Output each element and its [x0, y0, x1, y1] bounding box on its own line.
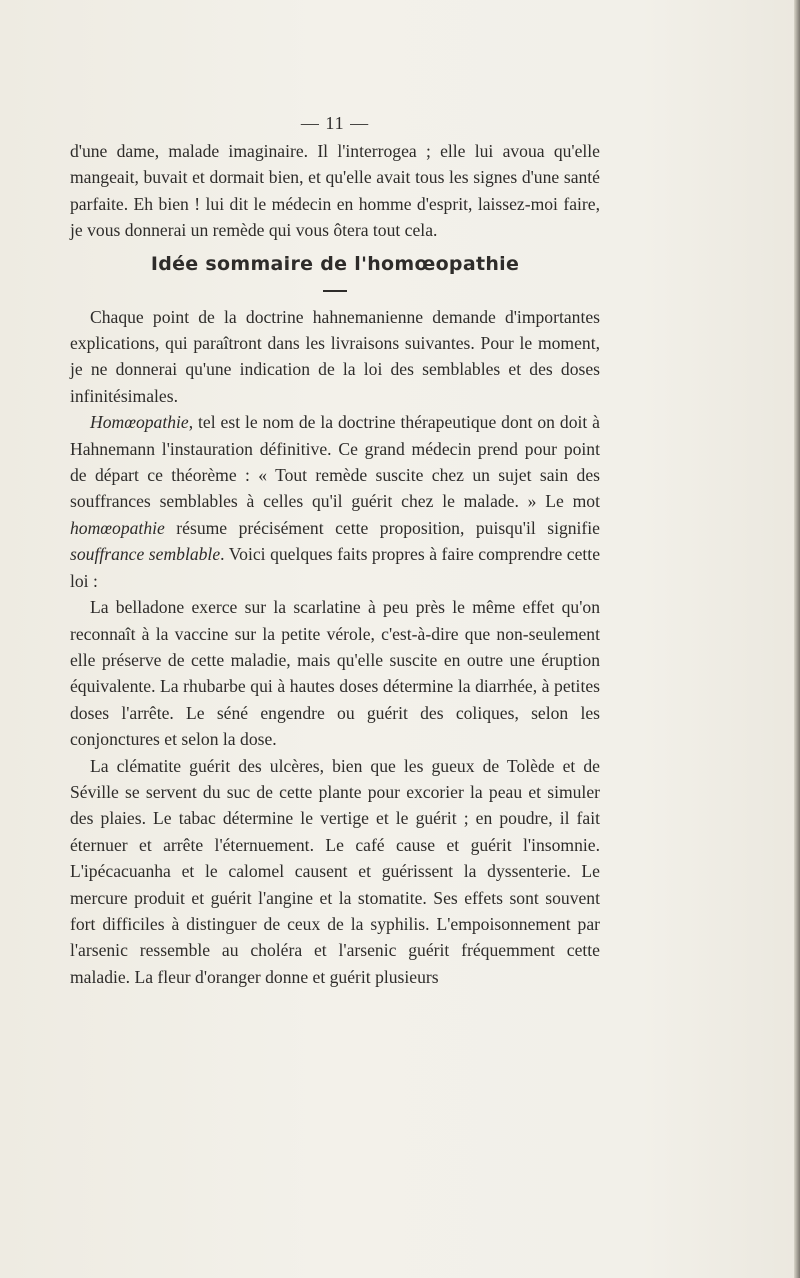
definition-text-c: . Voici quelques faits propres à faire comprendre cette loi : [70, 544, 601, 591]
definition-text-a: , tel est le nom de la doctrine thérapeutique dont on doit à Hahnemann l'instauration définitive. Ce grand médecin prend pour point de départ ce théorème : « Tout remède suscite chez un sujet sain des souffrances semblables à celles qu'il guérit chez le malade. » Le mot [70, 412, 600, 512]
page-number: — 11 — [300, 113, 370, 133]
page-edge-shadow [794, 0, 800, 1278]
term-homoeopathie-2: homœopathie [70, 517, 165, 538]
paragraph-doctrine: Chaque point de la doctrine hahnemanienne demande d'importantes explications, qui paraîtront dans les livraisons suivantes. Pour le moment, je ne donnerai qu'une indication de la loi des semblables et des doses infinitésimales. [70, 306, 600, 406]
intro-paragraph: d'une dame, malade imaginaire. Il l'interrogea ; elle lui avoua qu'elle mangeait, buvait et dormait bien, et qu'elle avait tous les signes d'une santé parfaite. Eh bien ! lui dit le médecin en homme d'esprit, laissez-moi faire, je vous donnerai un remède qui vous ôtera tout cela. [70, 141, 600, 241]
paragraph-belladone: La belladone exerce sur la scarlatine à peu près le même effet qu'on reconnaît à la vaccine sur la petite vérole, c'est-à-dire que non-seulement elle préserve de cette maladie, mais qu'elle suscite en outre une éruption équivalente. La rhubarbe qui à hautes doses détermine la diarrhée, à petites doses l'arrête. Le séné engendre ou guérit des coliques, selon les conjonctures et selon la dose. [70, 597, 600, 750]
definition-text-b: résume précisément cette proposition, puisqu'il signifie [164, 517, 600, 538]
paragraph-definition [70, 409, 600, 594]
section-title: Idée sommaire de l'homœopathie [150, 252, 520, 275]
title-rule [323, 290, 347, 292]
term-homoeopathie: Homœopathie [90, 412, 189, 433]
page-body [70, 110, 600, 990]
term-souffrance-semblable: souffrance semblable [70, 544, 221, 565]
paragraph-clematite: La clématite guérit des ulcères, bien que les gueux de Tolède et de Séville se servent du suc de cette plante pour excorier la peau et simuler des plaies. Le tabac détermine le vertige et le guérit ; en poudre, il fait éternuer et arrête l'éternuement. Le café cause et guérit l'insomnie. L'ipécacuanha et le calomel causent et guérissent la dyssenterie. Le mercure produit et guérit l'angine et la stomatite. Ses effets sont souvent fort difficiles à distinguer de ceux de la syphilis. L'empoisonnement par l'arsenic ressemble au choléra et l'arsenic guérit fréquemment cette maladie. La fleur d'oranger donne et guérit plusieurs [70, 755, 600, 987]
